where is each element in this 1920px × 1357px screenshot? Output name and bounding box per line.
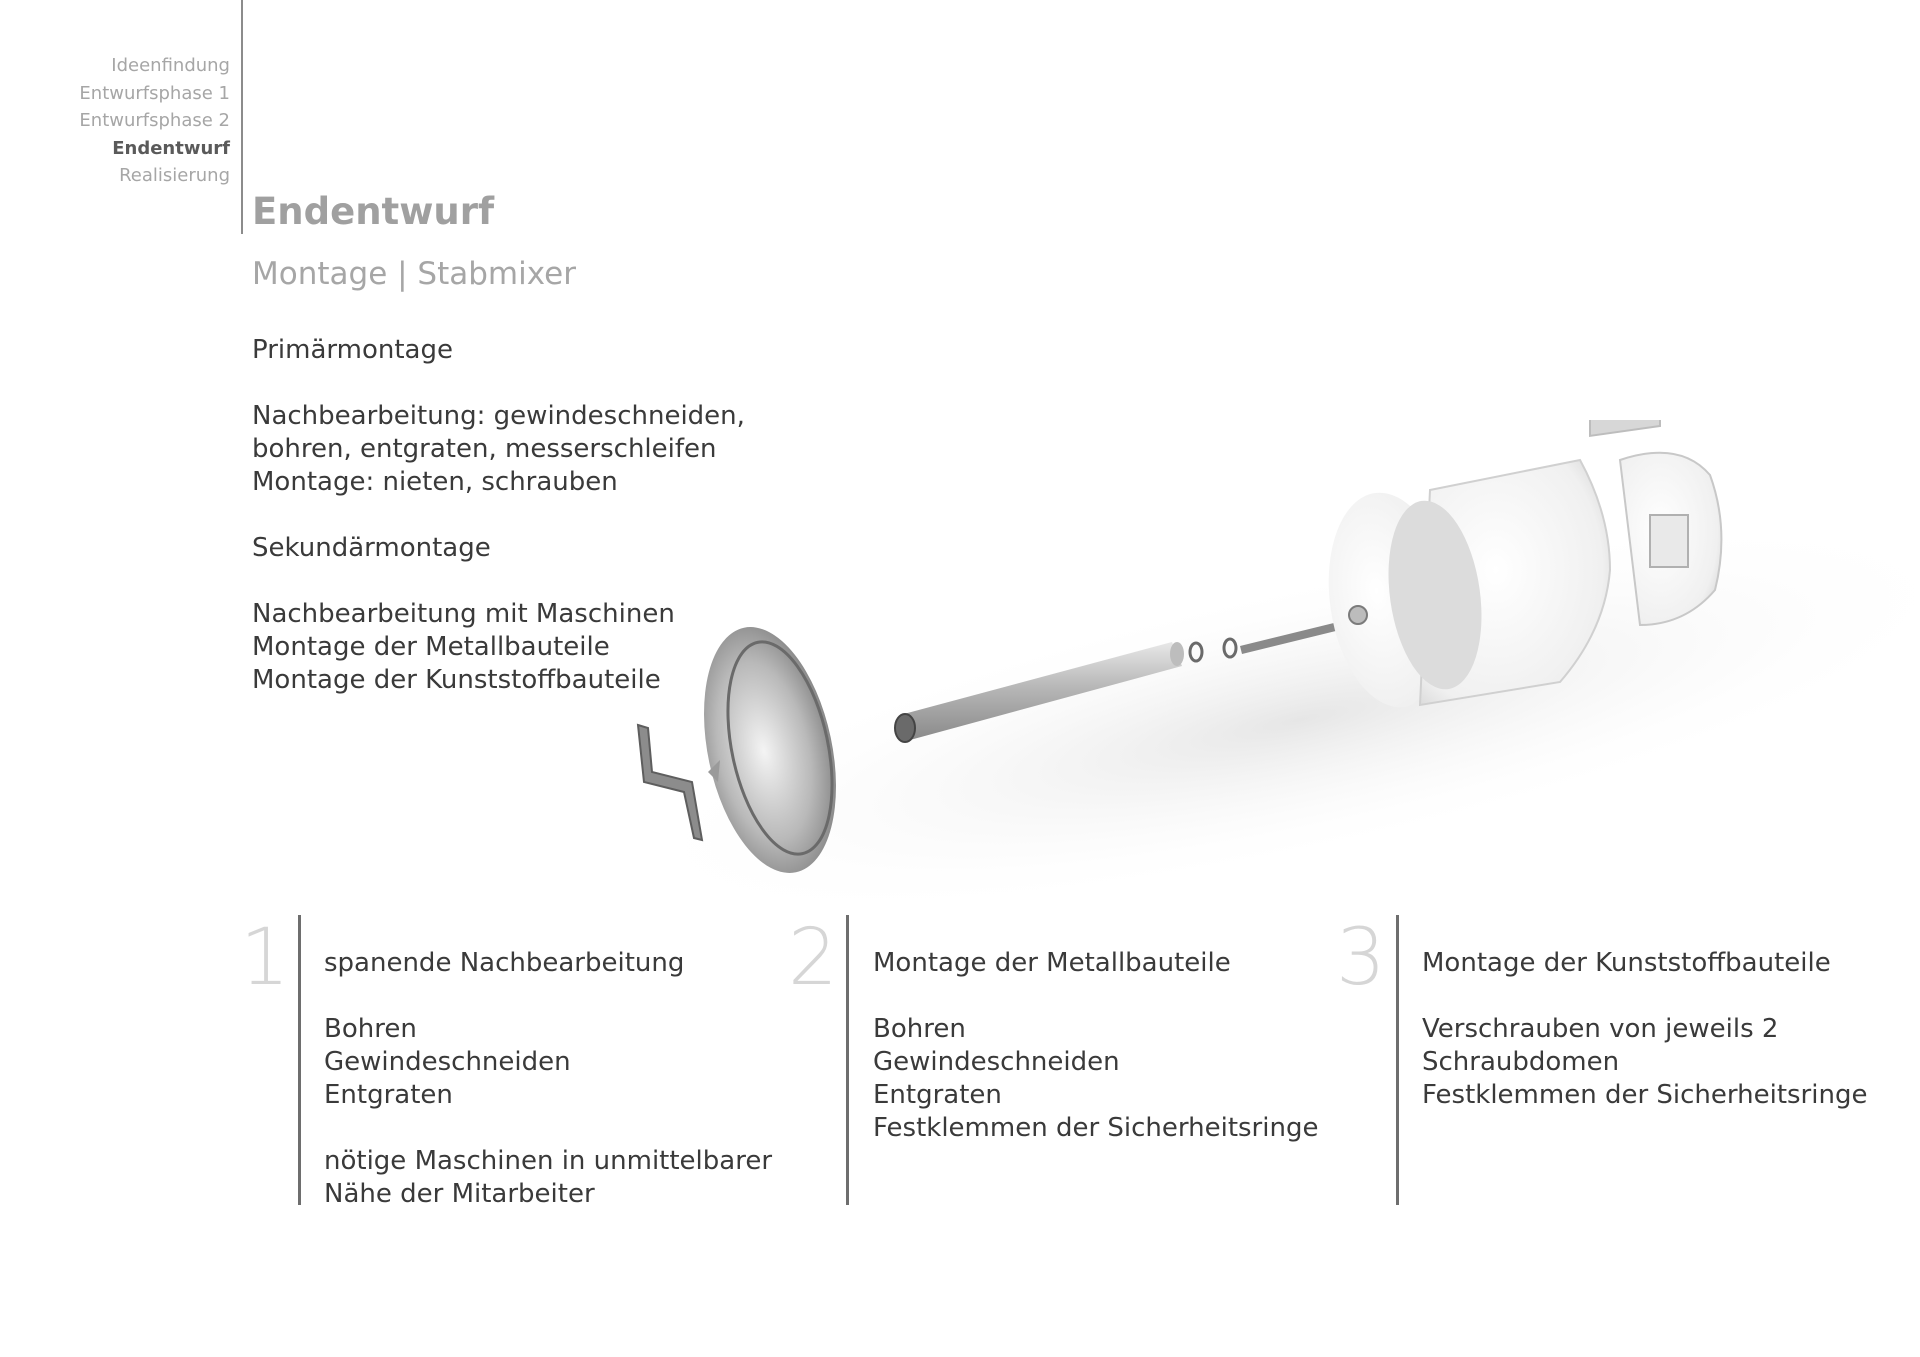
step-divider <box>846 915 849 1205</box>
step-line: Festklemmen der Sicherheitsringe <box>873 1113 1319 1143</box>
secondary-line: Nachbearbeitung mit Maschinen <box>252 599 675 629</box>
primary-line: Nachbearbeitung: gewindeschneiden, <box>252 401 745 431</box>
step-text <box>324 947 772 1211</box>
secondary-line: Montage der Metallbauteile <box>252 632 610 662</box>
nav-item-entwurfsphase-2[interactable]: Entwurfsphase 2 <box>79 110 230 131</box>
step-note: nötige Maschinen in unmittelbarer <box>324 1146 773 1176</box>
step-number: 1 <box>240 913 290 1003</box>
secondary-line: Montage der Kunststoffbauteile <box>252 665 661 695</box>
primary-assembly-heading: Primärmontage <box>252 335 453 365</box>
page-title: Endentwurf <box>252 190 495 233</box>
step-line: Festklemmen der Sicherheitsringe <box>1422 1080 1868 1110</box>
primary-line: Montage: nieten, schrauben <box>252 467 618 497</box>
exploded-view-illustration <box>600 420 1920 900</box>
nav-item-realisierung[interactable]: Realisierung <box>119 165 230 186</box>
step-title: Montage der Kunststoffbauteile <box>1422 948 1831 978</box>
step-line: Entgraten <box>324 1080 453 1110</box>
step-line: Bohren <box>873 1014 966 1044</box>
step-divider <box>1396 915 1399 1205</box>
nav-item-entwurfsphase-1[interactable]: Entwurfsphase 1 <box>79 82 230 104</box>
step-line: Gewindeschneiden <box>324 1047 571 1077</box>
step-1 <box>240 913 773 1209</box>
step-number: 3 <box>1336 913 1386 1003</box>
page-subtitle: Montage | Stabmixer <box>252 256 576 292</box>
nav-item-ideenfindung[interactable]: Ideenfindung <box>111 55 230 76</box>
step-divider <box>298 915 301 1205</box>
nav-item-endentwurf[interactable]: Endentwurf <box>112 137 230 159</box>
step-title: spanende Nachbearbeitung <box>324 948 685 978</box>
secondary-assembly-heading: Sekundärmontage <box>252 533 491 563</box>
step-2 <box>788 913 1319 1205</box>
nav-divider <box>241 0 243 234</box>
step-title: Montage der Metallbauteile <box>873 948 1231 978</box>
section-nav <box>40 52 230 190</box>
step-line: Schraubdomen <box>1422 1047 1620 1077</box>
step-note: Nähe der Mitarbeiter <box>324 1179 595 1209</box>
primary-line: bohren, entgraten, messerschleifen <box>252 434 717 464</box>
step-3 <box>1336 915 1896 1205</box>
step-text <box>873 947 1318 1145</box>
step-line: Entgraten <box>873 1080 1002 1110</box>
step-line: Verschrauben von jeweils 2 <box>1422 1014 1779 1044</box>
step-line: Gewindeschneiden <box>873 1047 1120 1077</box>
step-line: Bohren <box>324 1014 417 1044</box>
step-number: 2 <box>788 913 838 1003</box>
step-text <box>1422 947 1867 1112</box>
